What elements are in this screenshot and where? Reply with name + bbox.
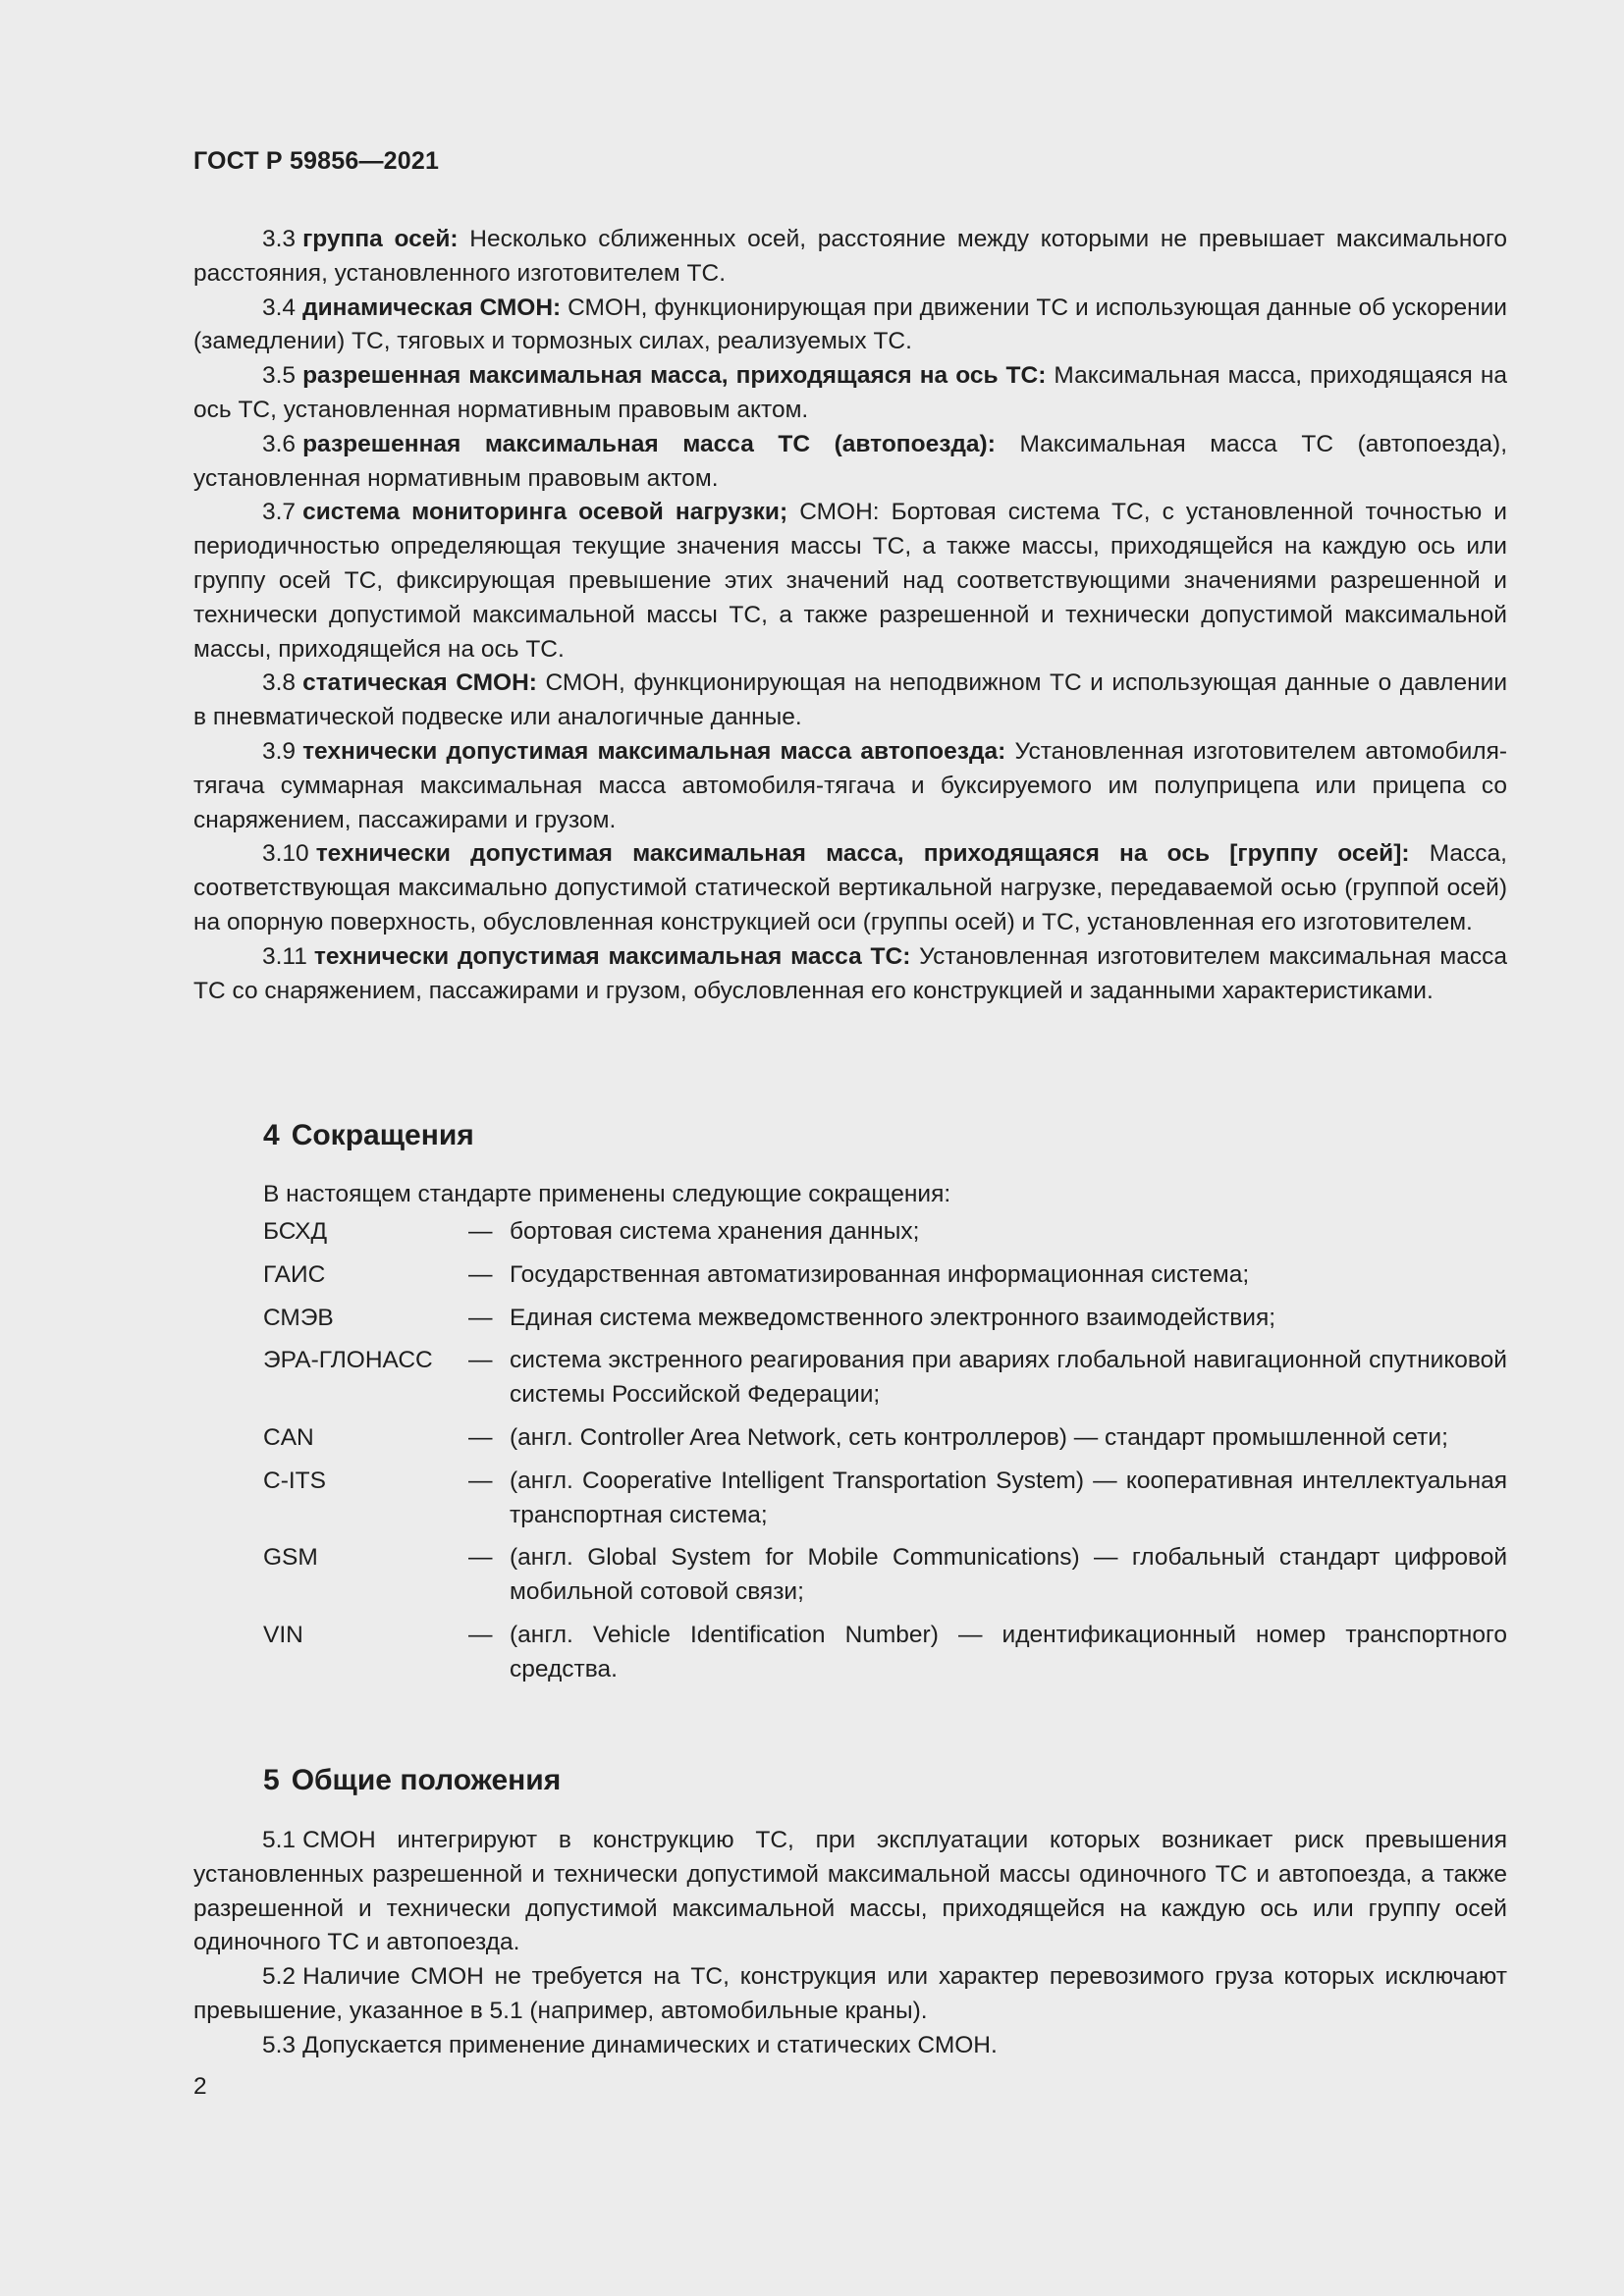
abbreviation-dash: — (468, 1621, 493, 1648)
abbreviation-term: CAN (263, 1423, 314, 1451)
paragraph-number: 5.3 (262, 2031, 297, 2058)
abbreviation-definition: (англ. Controller Area Network, сеть контроллеров) — стандарт промышленной сети; (510, 1423, 1448, 1451)
definition-text: Установленная изготовителем автомобиля-тягача суммарная максимальная масса автомобиля-тягача и буксируемого им полуприцепа или прицепа со снаряжением, пассажирами и грузом. (193, 737, 1507, 833)
definition-number: 3.10 (262, 840, 309, 868)
abbreviation-row (263, 1215, 1507, 1250)
abbreviations-intro: В настоящем стандарте применены следующие сокращения: (263, 1181, 951, 1207)
definitions-section (193, 223, 1507, 1008)
definition-term: динамическая СМОН: (302, 294, 562, 321)
definition-3-4 (193, 292, 1507, 360)
definition-term: статическая СМОН: (302, 669, 537, 697)
definition-3-5 (193, 359, 1507, 428)
paragraph-5-3 (193, 2029, 1507, 2063)
page-number: 2 (193, 2073, 207, 2100)
abbreviation-term: ГАИС (263, 1260, 326, 1288)
definition-number: 3.11 (262, 942, 307, 970)
definition-3-11 (193, 940, 1507, 1009)
definition-text: Несколько сближенных осей, расстояние между которыми не превышает максимального расстояния, установленного изготовителем ТС. (193, 226, 1507, 287)
definition-term: разрешенная максимальная масса, приходящаяся на ось ТС: (302, 362, 1047, 390)
definition-3-10 (193, 837, 1507, 939)
paragraph-5-1 (193, 1824, 1507, 1960)
abbreviation-row (263, 1421, 1507, 1456)
abbreviation-definition: (англ. Vehicle Identification Number) — идентификационный номер транспортного средства. (510, 1621, 1507, 1682)
definition-number: 3.6 (262, 430, 297, 457)
definition-term: разрешенная максимальная масса ТС (автопоезда): (302, 430, 996, 457)
definition-text: СМОН, функционирующая на неподвижном ТС и использующая данные о давлении в пневматической подвеске или аналогичные данные. (193, 669, 1508, 731)
definition-term: группа осей: (302, 226, 459, 252)
abbreviation-row (263, 1619, 1507, 1687)
abbreviation-term: C-ITS (263, 1467, 326, 1494)
definition-number: 3.8 (262, 669, 297, 697)
definition-term: технически допустимая максимальная масса ТС: (313, 942, 911, 970)
paragraph-5-2 (193, 1960, 1507, 2029)
abbreviation-term: СМЭВ (263, 1304, 334, 1331)
abbreviation-dash: — (468, 1467, 493, 1494)
paragraph-text: СМОН интегрируют в конструкцию ТС, при эксплуатации которых возникает риск превышения установленных разрешенной и технически допустимой максимальной массы одиночного ТС и автопоезда, а также разрешенной и технически допустимой максимальной массы, приходящейся на каждую ось или группу осей одиночного ТС и автопоезда. (193, 1827, 1507, 1956)
definition-3-7 (193, 496, 1507, 667)
definition-term: технически допустимая максимальная масса автопоезда: (302, 737, 1006, 765)
abbreviation-definition: бортовая система хранения данных; (510, 1218, 920, 1245)
abbreviation-row (263, 1258, 1507, 1293)
definition-text: СМОН, функционирующая при движении ТС и использующая данные об ускорении (замедлении) ТС, тяговых и тормозных силах, реализуемых ТС. (193, 294, 1507, 355)
abbreviation-row (263, 1302, 1507, 1336)
abbreviation-dash: — (468, 1218, 493, 1245)
abbreviation-dash: — (468, 1544, 493, 1572)
abbreviation-definition: (англ. Global System for Mobile Communications) — глобальный стандарт цифровой мобильной сотовой связи; (510, 1544, 1507, 1606)
definition-3-8 (193, 667, 1507, 735)
abbreviation-dash: — (468, 1347, 493, 1374)
definition-3-9 (193, 735, 1507, 837)
definition-number: 3.5 (262, 362, 297, 390)
definition-number: 3.4 (262, 294, 297, 321)
definition-text: Максимальная масса ТС (автопоезда), установленная нормативным правовым актом. (193, 430, 1507, 492)
abbreviation-definition: Единая система межведомственного электронного взаимодействия; (510, 1304, 1276, 1331)
section-5-title (263, 1764, 561, 1797)
section-heading: Общие положения (291, 1764, 562, 1796)
definition-term: система мониторинга осевой нагрузки; (302, 499, 788, 526)
abbreviation-row (263, 1344, 1507, 1413)
definition-3-3 (193, 223, 1507, 292)
abbreviation-dash: — (468, 1260, 493, 1288)
abbreviation-term: ЭРА-ГЛОНАСС (263, 1347, 433, 1374)
section-heading: Сокращения (291, 1119, 474, 1151)
abbreviation-definition: (англ. Cooperative Intelligent Transportation System) — кооперативная интеллектуальная транспортная система; (510, 1467, 1507, 1528)
abbreviations-list (263, 1215, 1507, 1696)
definition-text: Установленная изготовителем максимальная масса ТС со снаряжением, пассажирами и грузом, обусловленная его конструкцией и заданными характеристиками. (193, 942, 1507, 1004)
paragraph-text: Наличие СМОН не требуется на ТС, конструкция или характер перевозимого груза которых исключают превышение, указанное в 5.1 (например, автомобильные краны). (193, 1963, 1507, 2024)
definition-text: Масса, соответствующая максимально допустимой статической вертикальной нагрузке, передаваемой осью (группой осей) на опорную поверхность, обусловленная конструкцией оси (группы осей) и ТС, установленная его изготовителем. (193, 840, 1507, 935)
paragraph-text: Допускается применение динамических и статических СМОН. (302, 2031, 998, 2058)
definition-3-6 (193, 428, 1507, 497)
section-number: 5 (263, 1764, 280, 1796)
abbreviation-term: VIN (263, 1621, 303, 1648)
definition-term: технически допустимая максимальная масса, приходящаяся на ось [группу осей]: (315, 840, 1410, 868)
definition-number: 3.3 (262, 226, 297, 252)
abbreviation-term: GSM (263, 1544, 318, 1572)
definition-number: 3.9 (262, 737, 297, 765)
abbreviation-dash: — (468, 1423, 493, 1451)
abbreviation-term: БСХД (263, 1218, 328, 1245)
abbreviation-row (263, 1465, 1507, 1533)
general-provisions (193, 1824, 1507, 2063)
definition-number: 3.7 (262, 499, 297, 526)
paragraph-number: 5.2 (262, 1963, 297, 1991)
abbreviation-dash: — (468, 1304, 493, 1331)
paragraph-number: 5.1 (262, 1827, 297, 1853)
document-header: ГОСТ Р 59856—2021 (193, 147, 440, 175)
definition-text: СМОН: Бортовая система ТС, с установленной точностью и периодичностью определяющая текущие значения массы ТС, а также массы, приходящейся на каждую ось или группу осей ТС, фиксирующая превышение этих значений над соответствующими значениями разрешенной и технически допустимой максимальной массы ТС, а также разрешенной и технически допустимой максимальной массы, приходящейся на ось ТС. (193, 499, 1507, 663)
section-4-title (263, 1119, 474, 1152)
section-number: 4 (263, 1119, 280, 1151)
abbreviation-definition: Государственная автоматизированная информационная система; (510, 1260, 1250, 1288)
abbreviation-definition: система экстренного реагирования при авариях глобальной навигационной спутниковой системы Российской Федерации; (510, 1347, 1507, 1409)
definition-text: Максимальная масса, приходящаяся на ось ТС, установленная нормативным правовым актом. (193, 362, 1507, 423)
abbreviation-row (263, 1541, 1507, 1610)
